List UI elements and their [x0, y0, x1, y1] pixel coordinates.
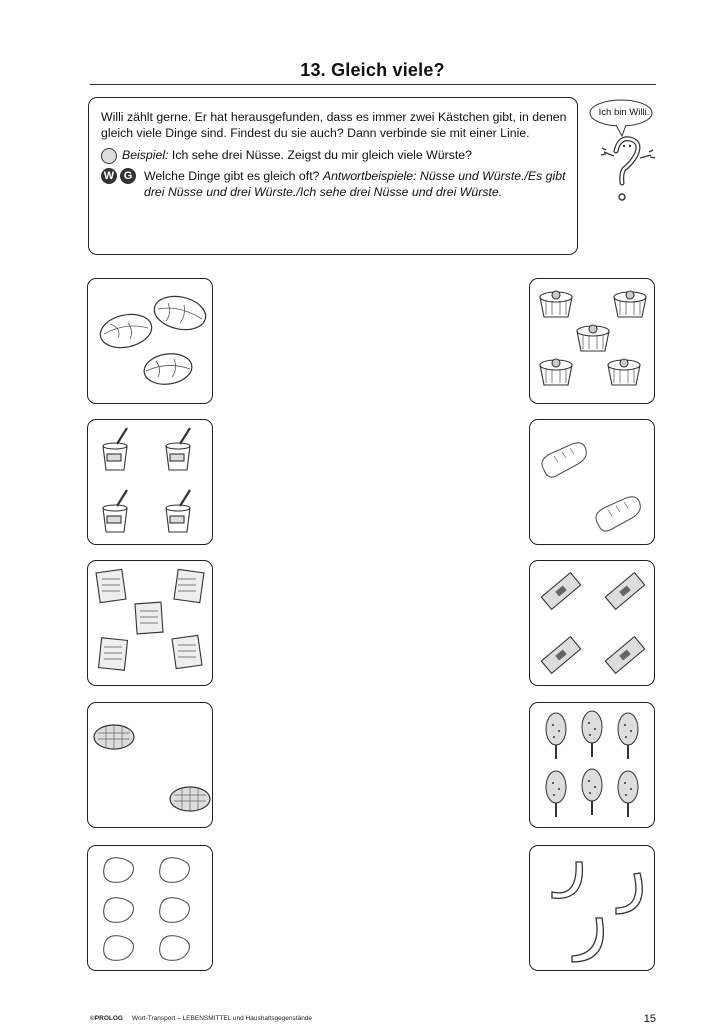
- left-box-beans[interactable]: [87, 845, 213, 971]
- sausage-icon: [530, 846, 656, 972]
- right-box-bundt-cakes[interactable]: [529, 278, 655, 404]
- example-sentence: [122, 147, 472, 163]
- mascot-speech: Ich bin Willi.: [598, 107, 650, 118]
- ear-icon: [101, 148, 117, 164]
- left-box-biscuits[interactable]: [87, 702, 213, 828]
- answer-examples: Antwortbeispiele: Nüsse und Würste./Es gibt drei Nüsse und drei Würste./Ich sehe drei Nüsse und drei Würste.: [144, 169, 566, 199]
- question-sentence: [144, 168, 567, 200]
- bean-icon: [88, 846, 214, 972]
- butter-icon: [530, 561, 656, 687]
- left-box-yogurts[interactable]: [87, 419, 213, 545]
- bread-icon: [530, 420, 656, 546]
- page-title: 13. Gleich viele?: [300, 60, 445, 80]
- page-number: 15: [643, 1013, 656, 1025]
- yogurt-icon: [88, 420, 214, 546]
- left-box-newspapers[interactable]: [87, 560, 213, 686]
- series-title: Wort-Transport – LEBENSMITTEL und Haushaltsgegenstände: [132, 1015, 313, 1022]
- instruction-box: [88, 97, 578, 255]
- publisher-logo: ©PROLOG: [90, 1015, 123, 1022]
- right-box-butter[interactable]: [529, 560, 655, 686]
- newspaper-icon: [88, 561, 214, 687]
- right-box-breads[interactable]: [529, 419, 655, 545]
- ice-cream-icon: [530, 703, 656, 829]
- instruction-text: Willi zählt gerne. Er hat herausgefunden, dass es immer zwei Kästchen gibt, in denen gleich viele Dinge sind. Findest du sie auch? Dann verbinde sie mit einer Linie.: [101, 110, 567, 140]
- right-box-sausages[interactable]: [529, 845, 655, 971]
- wg-badges: [101, 168, 139, 184]
- right-box-ice-creams[interactable]: [529, 702, 655, 828]
- question-row: [101, 168, 567, 200]
- walnut-icon: [88, 279, 214, 405]
- example-label: Beispiel:: [122, 148, 169, 162]
- example-row: [101, 147, 567, 163]
- bundt-cake-icon: [530, 279, 656, 405]
- footer: [90, 1015, 312, 1022]
- question-text: Welche Dinge gibt es gleich oft?: [144, 169, 323, 183]
- example-text: Ich sehe drei Nüsse. Zeigst du mir gleich viele Würste?: [168, 148, 472, 162]
- title-rule: [90, 84, 656, 85]
- left-box-walnuts[interactable]: [87, 278, 213, 404]
- biscuit-icon: [88, 703, 214, 829]
- w-badge-icon: W: [101, 168, 117, 184]
- g-badge-icon: G: [120, 168, 136, 184]
